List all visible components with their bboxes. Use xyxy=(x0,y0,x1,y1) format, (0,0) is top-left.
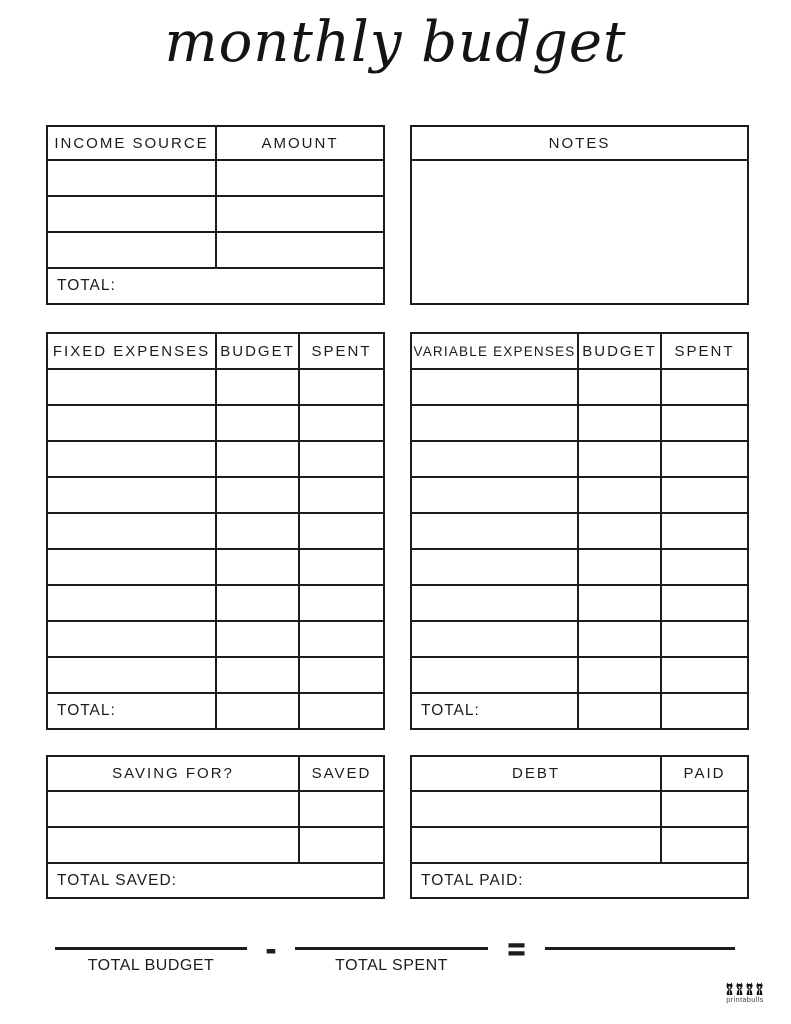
variable-budget-header: BUDGET xyxy=(578,333,661,369)
total-paid-label: TOTAL PAID: xyxy=(421,871,524,889)
total-spent-label: TOTAL SPENT xyxy=(335,957,448,974)
fixed-expense-row xyxy=(47,585,384,621)
fixed-expenses-table xyxy=(46,332,385,730)
fixed-total-budget-cell[interactable] xyxy=(216,693,299,729)
total-budget-blank[interactable] xyxy=(55,947,247,950)
income-table xyxy=(46,125,385,305)
variable-spent-cell[interactable] xyxy=(661,369,748,405)
variable-expense-name-cell[interactable] xyxy=(411,405,578,441)
fixed-spent-cell[interactable] xyxy=(299,549,384,585)
variable-expense-name-cell[interactable] xyxy=(411,549,578,585)
income-row xyxy=(47,196,384,232)
saving-for-header: SAVING FOR? xyxy=(47,756,299,791)
fixed-expense-row xyxy=(47,441,384,477)
total-paid-cell[interactable] xyxy=(411,863,748,898)
fixed-expense-name-cell[interactable] xyxy=(47,477,216,513)
income-amount-cell[interactable] xyxy=(216,196,384,232)
variable-budget-cell[interactable] xyxy=(578,441,661,477)
variable-budget-cell[interactable] xyxy=(578,657,661,693)
fixed-spent-header: SPENT xyxy=(299,333,384,369)
variable-spent-header: SPENT xyxy=(661,333,748,369)
fixed-budget-cell[interactable] xyxy=(216,477,299,513)
fixed-budget-cell[interactable] xyxy=(216,549,299,585)
debt-name-cell[interactable] xyxy=(411,791,661,827)
variable-expense-row xyxy=(411,477,748,513)
fixed-spent-cell[interactable] xyxy=(299,369,384,405)
fixed-spent-cell[interactable] xyxy=(299,585,384,621)
paid-amount-cell[interactable] xyxy=(661,827,748,863)
income-notes-row xyxy=(46,125,745,305)
debt-header-row xyxy=(411,756,748,791)
income-header-row xyxy=(47,126,384,160)
saved-amount-cell[interactable] xyxy=(299,791,384,827)
fixed-spent-cell[interactable] xyxy=(299,441,384,477)
fixed-expense-name-cell[interactable] xyxy=(47,549,216,585)
total-spent-group xyxy=(295,935,488,975)
income-total-row xyxy=(47,268,384,304)
saved-amount-cell[interactable] xyxy=(299,827,384,863)
variable-expense-row xyxy=(411,585,748,621)
variable-spent-cell[interactable] xyxy=(661,585,748,621)
variable-budget-cell[interactable] xyxy=(578,369,661,405)
income-amount-header: AMOUNT xyxy=(216,126,384,160)
fixed-total-label: TOTAL: xyxy=(57,702,116,719)
savings-table xyxy=(46,755,385,899)
income-total-label: TOTAL: xyxy=(57,277,116,294)
variable-spent-cell[interactable] xyxy=(661,549,748,585)
fixed-budget-cell[interactable] xyxy=(216,405,299,441)
fixed-spent-cell[interactable] xyxy=(299,621,384,657)
fixed-spent-cell[interactable] xyxy=(299,513,384,549)
income-source-cell[interactable] xyxy=(47,196,216,232)
fixed-expense-name-cell[interactable] xyxy=(47,513,216,549)
saving-for-cell[interactable] xyxy=(47,791,299,827)
variable-budget-cell[interactable] xyxy=(578,513,661,549)
fixed-budget-header: BUDGET xyxy=(216,333,299,369)
equals-sign-icon: = xyxy=(507,933,526,966)
fixed-budget-cell[interactable] xyxy=(216,621,299,657)
fixed-total-cell[interactable] xyxy=(47,693,216,729)
variable-expense-row xyxy=(411,657,748,693)
variable-expense-name-cell[interactable] xyxy=(411,621,578,657)
total-budget-group xyxy=(55,935,247,975)
fixed-expense-name-cell[interactable] xyxy=(47,657,216,693)
variable-budget-cell[interactable] xyxy=(578,621,661,657)
variable-budget-cell[interactable] xyxy=(578,405,661,441)
notes-header: NOTES xyxy=(411,126,748,160)
savings-total-row xyxy=(47,863,384,898)
variable-spent-cell[interactable] xyxy=(661,657,748,693)
income-amount-cell[interactable] xyxy=(216,232,384,268)
total-saved-label: TOTAL SAVED: xyxy=(57,871,177,889)
result-group xyxy=(545,935,735,950)
variable-expense-row xyxy=(411,513,748,549)
variable-expense-row xyxy=(411,441,748,477)
variable-spent-cell[interactable] xyxy=(661,477,748,513)
notes-body-cell[interactable] xyxy=(411,160,748,304)
fixed-expense-row xyxy=(47,477,384,513)
notes-body-row xyxy=(411,160,748,304)
income-amount-cell[interactable] xyxy=(216,160,384,196)
variable-total-label: TOTAL: xyxy=(421,702,480,719)
debt-row xyxy=(411,827,748,863)
budget-equation xyxy=(0,935,791,975)
savings-debt-row xyxy=(46,755,745,899)
fixed-budget-cell[interactable] xyxy=(216,657,299,693)
debt-name-cell[interactable] xyxy=(411,827,661,863)
variable-spent-cell[interactable] xyxy=(661,621,748,657)
total-saved-cell[interactable] xyxy=(47,863,384,898)
income-row xyxy=(47,232,384,268)
notes-table xyxy=(410,125,749,305)
result-blank[interactable] xyxy=(545,947,735,950)
fixed-spent-cell[interactable] xyxy=(299,405,384,441)
expenses-row xyxy=(46,332,745,730)
variable-total-row xyxy=(411,693,748,729)
fixed-budget-cell[interactable] xyxy=(216,369,299,405)
variable-expense-name-cell[interactable] xyxy=(411,513,578,549)
variable-total-budget-cell[interactable] xyxy=(578,693,661,729)
fixed-total-row xyxy=(47,693,384,729)
paid-amount-cell[interactable] xyxy=(661,791,748,827)
fixed-expenses-header: FIXED EXPENSES xyxy=(47,333,216,369)
paid-header: PAID xyxy=(661,756,748,791)
income-source-header: INCOME SOURCE xyxy=(47,126,216,160)
variable-expenses-table xyxy=(410,332,749,730)
variable-budget-cell[interactable] xyxy=(578,549,661,585)
fixed-budget-cell[interactable] xyxy=(216,513,299,549)
variable-expense-name-cell[interactable] xyxy=(411,585,578,621)
fixed-expense-row xyxy=(47,657,384,693)
variable-expense-row xyxy=(411,405,748,441)
fixed-expense-row xyxy=(47,621,384,657)
income-total-cell[interactable] xyxy=(47,268,384,304)
fixed-expense-name-cell[interactable] xyxy=(47,621,216,657)
debt-header: DEBT xyxy=(411,756,661,791)
variable-total-cell[interactable] xyxy=(411,693,578,729)
fixed-expense-name-cell[interactable] xyxy=(47,369,216,405)
variable-spent-cell[interactable] xyxy=(661,441,748,477)
total-spent-blank[interactable] xyxy=(295,947,488,950)
fixed-expense-name-cell[interactable] xyxy=(47,441,216,477)
income-row xyxy=(47,160,384,196)
fixed-expense-row xyxy=(47,513,384,549)
variable-expenses-header-row xyxy=(411,333,748,369)
saving-for-cell[interactable] xyxy=(47,827,299,863)
saved-header: SAVED xyxy=(299,756,384,791)
total-budget-label: TOTAL BUDGET xyxy=(87,957,215,974)
variable-spent-cell[interactable] xyxy=(661,513,748,549)
variable-expenses-header: VARIABLE EXPENSES xyxy=(411,333,578,369)
fixed-budget-cell[interactable] xyxy=(216,441,299,477)
debt-row xyxy=(411,791,748,827)
fixed-expense-name-cell[interactable] xyxy=(47,405,216,441)
variable-spent-cell[interactable] xyxy=(661,405,748,441)
variable-budget-cell[interactable] xyxy=(578,477,661,513)
fixed-expense-row xyxy=(47,369,384,405)
fixed-spent-cell[interactable] xyxy=(299,477,384,513)
variable-expense-row xyxy=(411,621,748,657)
debt-table xyxy=(410,755,749,899)
fixed-expense-name-cell[interactable] xyxy=(47,585,216,621)
fixed-expense-row xyxy=(47,405,384,441)
page-title: monthly budget xyxy=(164,10,627,75)
variable-total-spent-cell[interactable] xyxy=(661,693,748,729)
income-source-cell[interactable] xyxy=(47,160,216,196)
fixed-budget-cell[interactable] xyxy=(216,585,299,621)
fixed-expenses-header-row xyxy=(47,333,384,369)
fixed-expense-row xyxy=(47,549,384,585)
printabulls-logo xyxy=(715,982,775,1004)
variable-expense-name-cell[interactable] xyxy=(411,369,578,405)
savings-row xyxy=(47,791,384,827)
bulldogs-icon xyxy=(725,982,765,996)
variable-budget-cell[interactable] xyxy=(578,585,661,621)
minus-sign-icon: - xyxy=(266,933,276,966)
income-source-cell[interactable] xyxy=(47,232,216,268)
savings-row xyxy=(47,827,384,863)
debt-total-row xyxy=(411,863,748,898)
fixed-total-spent-cell[interactable] xyxy=(299,693,384,729)
savings-header-row xyxy=(47,756,384,791)
variable-expense-name-cell[interactable] xyxy=(411,477,578,513)
variable-expense-row xyxy=(411,369,748,405)
fixed-spent-cell[interactable] xyxy=(299,657,384,693)
variable-expense-name-cell[interactable] xyxy=(411,441,578,477)
brand-name: printabulls xyxy=(726,995,764,1004)
notes-header-row xyxy=(411,126,748,160)
variable-expense-row xyxy=(411,549,748,585)
variable-expense-name-cell[interactable] xyxy=(411,657,578,693)
